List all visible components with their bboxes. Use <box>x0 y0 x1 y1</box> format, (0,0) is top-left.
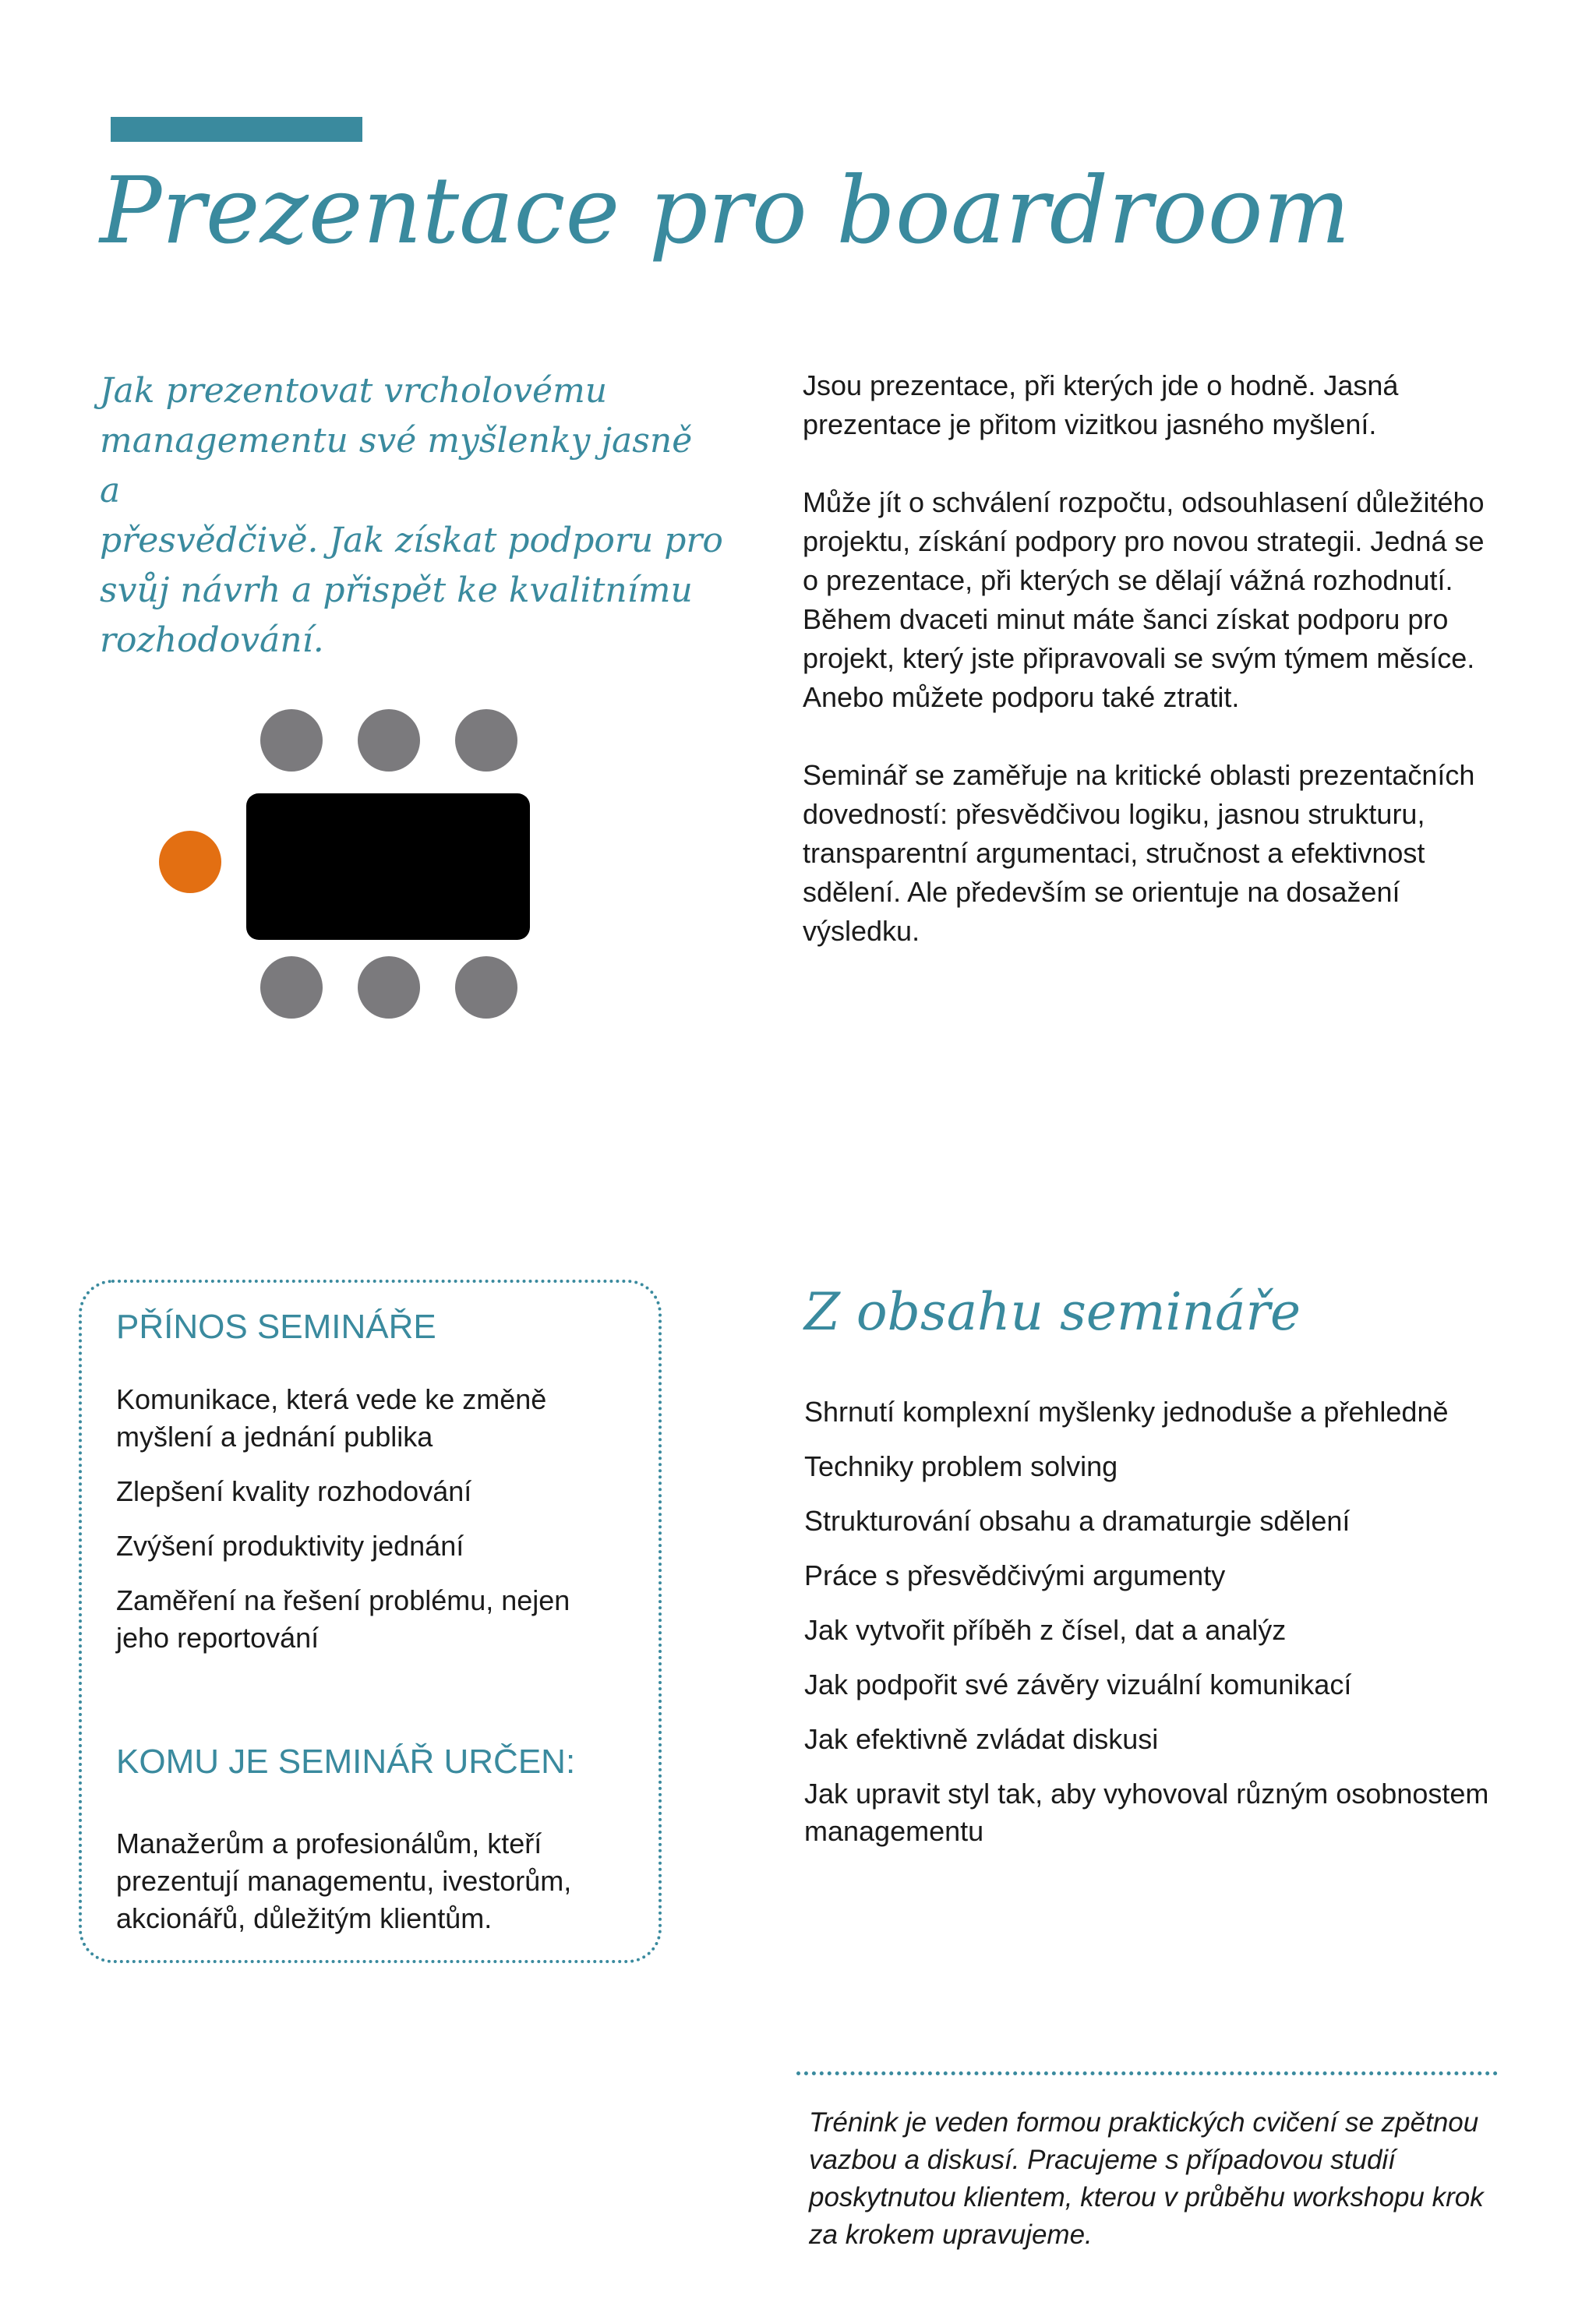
contents-item: Shrnutí komplexní myšlenky jednoduše a přehledně <box>804 1396 1449 1428</box>
seat-icon <box>358 709 420 772</box>
contents-item: Jak podpořit své závěry vizuální komunikací <box>804 1669 1352 1700</box>
intro-body <box>803 366 1504 990</box>
contents-list <box>804 1393 1506 1867</box>
intro-lead-line: Jak prezentovat vrcholovému <box>100 371 608 411</box>
training-note: Trénink je veden formou praktických cvičení se zpětnou vazbou a diskusí. Pracujeme s případovou studií poskytnutou klientem, kterou v průběhu workshopu krok za krokem upravujeme. <box>809 2107 1484 2250</box>
contents-title: Z obsahu semináře <box>804 1282 1301 1342</box>
seat-icon <box>358 956 420 1019</box>
benefit-item: Zvýšení produktivity jednání <box>116 1530 464 1562</box>
accent-bar <box>111 117 362 142</box>
intro-lead <box>100 366 723 666</box>
contents-item: Strukturování obsahu a dramaturgie sdělení <box>804 1505 1351 1537</box>
contents-item: Jak upravit styl tak, aby vyhovoval různým osobnostem managementu <box>804 1778 1489 1847</box>
seat-icon <box>455 709 517 772</box>
seat-icon <box>455 956 517 1019</box>
intro-lead-line: přesvědčivě. Jak získat podporu pro <box>100 521 723 560</box>
contents-item: Práce s přesvědčivými argumenty <box>804 1559 1226 1591</box>
benefit-item: Zlepšení kvality rozhodování <box>116 1475 472 1507</box>
benefit-item: Zaměření na řešení problému, nejen jeho reportování <box>116 1584 570 1654</box>
page-title: Prezentace pro boardroom <box>100 157 1351 264</box>
intro-lead-line: rozhodování. <box>100 620 324 660</box>
boardroom-table-icon <box>246 793 530 940</box>
benefit-item: Komunikace, která vede ke změně myšlení a jednání publika <box>116 1383 547 1453</box>
note-divider <box>796 2071 1498 2075</box>
contents-item: Jak efektivně zvládat diskusi <box>804 1723 1159 1755</box>
intro-lead-line: svůj návrh a přispět ke kvalitnímu <box>100 570 693 610</box>
seat-icon <box>260 709 323 772</box>
audience-heading: KOMU JE SEMINÁŘ URČEN: <box>116 1743 576 1781</box>
intro-lead-line: managementu své myšlenky jasně a <box>100 421 693 510</box>
intro-paragraph: Jsou prezentace, při kterých jde o hodně. Jasná prezentace je přitom vizitkou jasného myšlení. <box>803 369 1399 440</box>
intro-paragraph: Může jít o schválení rozpočtu, odsouhlasení důležitého projektu, získání podpory pro novou strategii. Jedná se o prezentace, při kterých se dělají vážná rozhodnutí. Během dvaceti minut máte šanci získat podporu pro projekt, který jste připravovali se svým týmem měsíce. Anebo můžete podporu také ztratit. <box>803 486 1485 713</box>
audience-text: Manažerům a profesionálům, kteří prezentují managementu, ivestorům, akcionářů, důležitým klientům. <box>116 1827 572 1934</box>
intro-paragraph: Seminář se zaměřuje na kritické oblasti prezentačních dovedností: přesvědčivou logiku, jasnou strukturu, transparentní argumentaci, stručnost a efektivnost sdělení. Ale především se orientuje na dosažení výsledku. <box>803 759 1475 947</box>
presenter-icon <box>159 831 221 893</box>
seat-icon <box>260 956 323 1019</box>
benefits-list <box>116 1381 630 1674</box>
contents-item: Techniky problem solving <box>804 1450 1118 1482</box>
benefits-heading: PŘÍNOS SEMINÁŘE <box>116 1308 436 1346</box>
contents-item: Jak vytvořit příběh z čísel, dat a analýz <box>804 1614 1287 1646</box>
